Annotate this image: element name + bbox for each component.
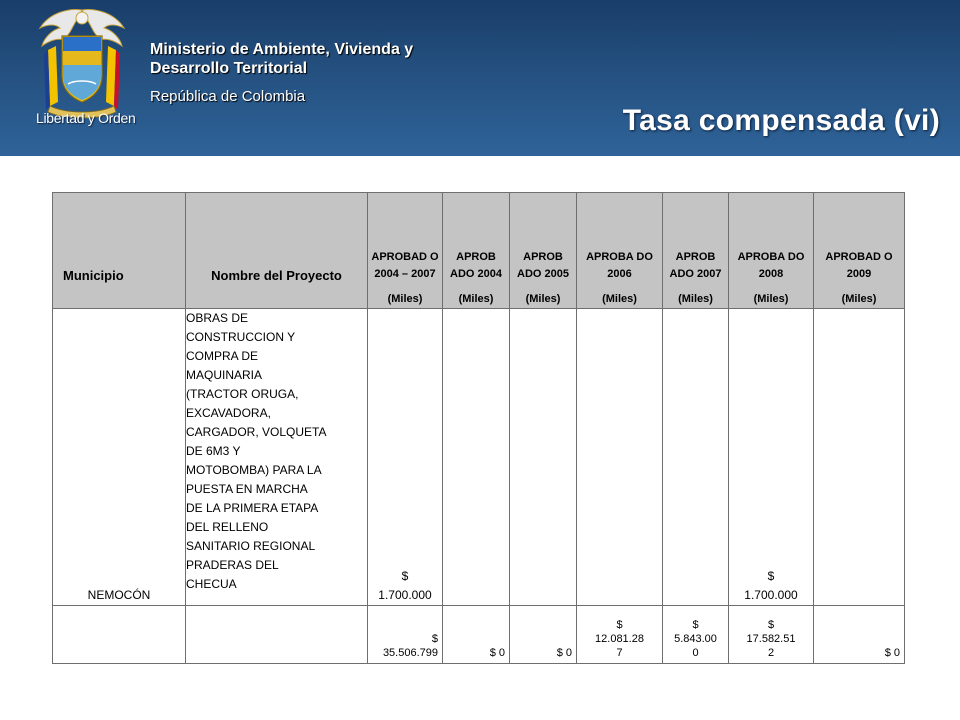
column-header-label: APROBAD O 2004 – 2007 — [371, 251, 439, 280]
total-value: $ 0 — [814, 606, 905, 664]
cell-value — [577, 309, 663, 606]
republic-name: República de Colombia — [150, 88, 306, 105]
column-header-label: APROBA DO 2008 — [737, 251, 805, 280]
column-header-aprobado-2006 — [577, 193, 663, 309]
table-row — [53, 309, 905, 606]
slide-title: Tasa compensada (vi) — [622, 104, 940, 137]
cell-municipio: NEMOCÓN — [53, 309, 186, 606]
motto-text: Libertad y Orden — [36, 110, 136, 126]
column-header-label: APROBA DO 2006 — [586, 251, 653, 280]
cell-value — [443, 309, 510, 606]
cell-value: $ 1.700.000 — [729, 309, 814, 606]
total-value: $ 0 — [443, 606, 510, 664]
cell-empty — [186, 606, 368, 664]
column-header-unit: (Miles) — [458, 293, 494, 305]
column-header-unit: (Miles) — [387, 293, 423, 305]
totals-row — [53, 606, 905, 664]
cell-value — [814, 309, 905, 606]
ministry-line-1: Ministerio de Ambiente, Vivienda y — [150, 41, 414, 58]
ministry-name — [150, 40, 413, 78]
column-header-aprobado-2009 — [814, 193, 905, 309]
column-header-unit: (Miles) — [525, 293, 561, 305]
column-header-aprobado-2005 — [510, 193, 577, 309]
column-header-label: APROB ADO 2004 — [450, 251, 502, 280]
column-header-unit: (Miles) — [678, 293, 713, 305]
column-header-label: APROBAD O 2009 — [825, 251, 893, 280]
total-value: $ 5.843.00 0 — [663, 606, 729, 664]
total-value: $ 17.582.51 2 — [729, 606, 814, 664]
ministry-line-2: Desarrollo Territorial — [150, 60, 308, 77]
column-header-proyecto: Nombre del Proyecto — [186, 193, 368, 309]
table-header-row — [53, 193, 905, 309]
cell-value — [510, 309, 577, 606]
column-header-aprobado-2007 — [663, 193, 729, 309]
total-value: $ 12.081.28 7 — [577, 606, 663, 664]
column-header-municipio: Municipio — [53, 193, 186, 309]
column-header-unit: (Miles) — [841, 293, 877, 305]
column-header-unit: (Miles) — [602, 293, 637, 305]
total-value: $ 0 — [510, 606, 577, 664]
column-header-label: APROB ADO 2007 — [669, 251, 722, 280]
cell-proyecto — [186, 309, 368, 606]
cell-value: $ 1.700.000 — [368, 309, 443, 606]
column-header-aprobado-2004 — [443, 193, 510, 309]
total-value: $ 35.506.799 — [368, 606, 443, 664]
cell-value — [663, 309, 729, 606]
header-banner — [0, 0, 960, 156]
column-header-aprobado-2008 — [729, 193, 814, 309]
cell-empty — [53, 606, 186, 664]
column-header-label: APROB ADO 2005 — [517, 251, 569, 280]
project-name-text: OBRAS DE CONSTRUCCION Y COMPRA DE MAQUINARIA (TRACTOR ORUGA, EXCAVADORA, CARGADOR, VOLQUETA DE 6M3 Y MOTOBOMBA) PARA LA PUESTA EN MARCHA DE LA PRIMERA ETAPA DEL RELLENO SANITARIO REGIONAL PRADERAS DEL CHECUA — [186, 311, 327, 591]
column-header-aprobado-2004-2007 — [368, 193, 443, 309]
column-header-unit: (Miles) — [753, 293, 789, 305]
funding-table — [52, 192, 905, 664]
